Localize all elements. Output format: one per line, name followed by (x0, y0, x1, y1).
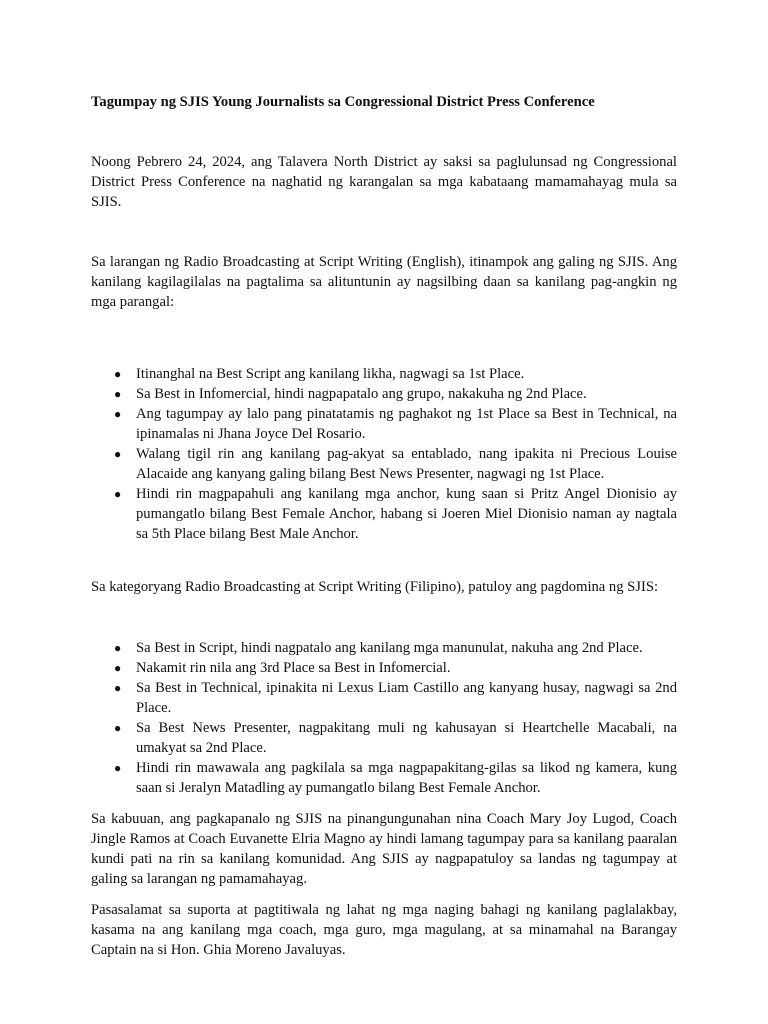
bullet-icon: ● (114, 447, 122, 461)
list-item: ● Sa Best in Script, hindi nagpatalo ang kanilang mga manunulat, nakuha ang 2nd Place. (114, 640, 643, 656)
bullet-icon: ● (114, 721, 122, 735)
document-title: Tagumpay ng SJIS Young Journalists sa Congressional District Press Conference (91, 94, 595, 110)
list-item: ● Hindi rin magpapahuli ang kanilang mga anchor, kung saan si Pritz Angel Dionisio ay pumangatlo bilang Best Female Anchor, habang si Joeren Miel Dionisio naman ay nagtala sa 5th Place bilang Best Male Anchor. (114, 486, 677, 542)
list-item: ● Nakamit rin nila ang 3rd Place sa Best in Infomercial. (114, 660, 451, 676)
intro-paragraph: Noong Pebrero 24, 2024, ang Talavera North District ay saksi sa paglulunsad ng Congressional District Press Conference na naghatid ng karangalan sa mga kabataang mamamahayag mula sa SJIS. (91, 154, 677, 210)
bullet-icon: ● (114, 681, 122, 695)
bullet-icon: ● (114, 661, 122, 675)
bullet-icon: ● (114, 641, 122, 655)
filipino-awards-list (91, 638, 677, 798)
list-item: ● Hindi rin mawawala ang pagkilala sa mga nagpapakitang-gilas sa likod ng kamera, kung saan si Jeralyn Matadling ay pumangatlo bilang Best Female Anchor. (114, 760, 677, 796)
thanks-paragraph: Pasasalamat sa suporta at pagtitiwala ng lahat ng mga naging bahagi ng kanilang paglalakbay, kasama na ang kanilang mga coach, mga guro, mga magulang, at sa minamahal na Barangay Captain na si Hon. Ghia Moreno Javaluyas. (91, 902, 677, 958)
bullet-icon: ● (114, 387, 122, 401)
list-item: ● Itinanghal na Best Script ang kanilang likha, nagwagi sa 1st Place. (114, 366, 525, 382)
english-awards-list (91, 364, 677, 544)
list-item: ● Sa Best News Presenter, nagpakitang muli ng kahusayan si Heartchelle Macabali, na umakyat sa 2nd Place. (114, 720, 677, 756)
bullet-icon: ● (114, 761, 122, 775)
list-item: ● Ang tagumpay ay lalo pang pinatatamis ng paghakot ng 1st Place sa Best in Technical, na ipinamalas ni Jhana Joyce Del Rosario. (114, 406, 677, 442)
bullet-icon: ● (114, 367, 122, 381)
list-item: ● Sa Best in Infomercial, hindi nagpapatalo ang grupo, nakakuha ng 2nd Place. (114, 386, 587, 402)
document-page (91, 92, 677, 960)
summary-paragraph: Sa kabuuan, ang pagkapanalo ng SJIS na pinangungunahan nina Coach Mary Joy Lugod, Coach Jingle Ramos at Coach Euvanette Elria Magno ay hindi lamang tagumpay para sa kanilang paaralan kundi pati na rin sa kanilang komunidad. Ang SJIS ay nagpapatuloy sa landas ng tagumpay at galing sa larangan ng pamamahayag. (91, 811, 677, 887)
list-item: ● Sa Best in Technical, ipinakita ni Lexus Liam Castillo ang kanyang husay, nagwagi sa 2nd Place. (114, 680, 677, 716)
bullet-icon: ● (114, 407, 122, 421)
list-item: ● Walang tigil rin ang kanilang pag-akyat sa entablado, nang ipakita ni Precious Louise Alacaide ang kanyang galing bilang Best News Presenter, nagwagi ng 1st Place. (114, 446, 677, 482)
filipino-section-paragraph: Sa kategoryang Radio Broadcasting at Script Writing (Filipino), patuloy ang pagdomina ng SJIS: (91, 579, 659, 595)
english-section-paragraph: Sa larangan ng Radio Broadcasting at Script Writing (English), itinampok ang galing ng SJIS. Ang kanilang kagilagilalas na pagtalima sa alituntunin ay nagsilbing daan sa kanilang pag-angkin ng mga parangal: (91, 254, 677, 310)
bullet-icon: ● (114, 487, 122, 501)
